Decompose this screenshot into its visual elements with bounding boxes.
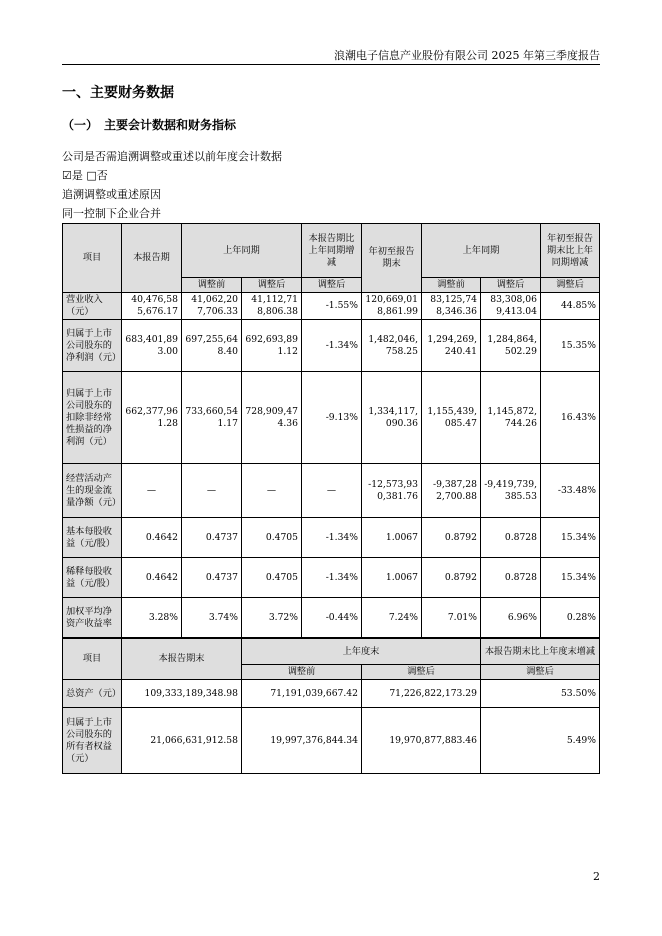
balance-sheet-table xyxy=(62,638,600,774)
header-prior-ytd: 上年同期 xyxy=(422,224,541,278)
header-ytd: 年初至报告期末 xyxy=(362,224,422,293)
table-row xyxy=(63,680,600,708)
cell: 1.0067 xyxy=(362,518,422,558)
cell: 44.85% xyxy=(541,293,600,320)
cell: -9,419,739,385.53 xyxy=(481,464,541,518)
row-label: 归属于上市公司股东的扣除非经常性损益的净利润（元） xyxy=(63,372,122,464)
cell: 1,284,864,502.29 xyxy=(481,320,541,372)
cell: 0.8728 xyxy=(481,518,541,558)
cell: 1,155,439,085.47 xyxy=(422,372,481,464)
cell: 6.96% xyxy=(481,598,541,638)
cell: 0.8728 xyxy=(481,558,541,598)
cell: — xyxy=(122,464,182,518)
header-item: 项目 xyxy=(63,639,122,680)
header-after-adjustment: 调整后 xyxy=(481,278,541,293)
header-after-adjustment: 调整后 xyxy=(541,278,600,293)
cell: 16.43% xyxy=(541,372,600,464)
financial-indicators-table xyxy=(62,223,600,638)
cell: 1,482,046,758.25 xyxy=(362,320,422,372)
cell: — xyxy=(182,464,242,518)
cell: -33.48% xyxy=(541,464,600,518)
cell: 71,191,039,667.42 xyxy=(242,680,362,708)
cell: 19,997,376,844.34 xyxy=(242,708,362,774)
cell: 109,333,189,348.98 xyxy=(122,680,242,708)
cell: 19,970,877,883.46 xyxy=(362,708,481,774)
cell: 41,112,718,806.38 xyxy=(242,293,302,320)
row-label: 归属于上市公司股东的所有者权益（元） xyxy=(63,708,122,774)
cell: 15.34% xyxy=(541,518,600,558)
cell: 71,226,822,173.29 xyxy=(362,680,481,708)
cell: 0.28% xyxy=(541,598,600,638)
report-header: 浪潮电子信息产业股份有限公司 2025 年第三季度报告 xyxy=(334,49,600,62)
header-change: 本报告期末比上年度末增减 xyxy=(481,639,600,665)
page-number: 2 xyxy=(593,870,600,883)
table-row xyxy=(63,518,600,558)
cell: 1,145,872,744.26 xyxy=(481,372,541,464)
cell: 1,334,117,090.36 xyxy=(362,372,422,464)
header-before-adjustment: 调整前 xyxy=(242,665,362,680)
header-after-adjustment: 调整后 xyxy=(362,665,481,680)
cell: -12,573,930,381.76 xyxy=(362,464,422,518)
cell: 0.4705 xyxy=(242,518,302,558)
cell: 683,401,893.00 xyxy=(122,320,182,372)
cell: 3.28% xyxy=(122,598,182,638)
cell: — xyxy=(242,464,302,518)
cell: 15.34% xyxy=(541,558,600,598)
restatement-choice: ☑是 □否 xyxy=(62,169,108,182)
cell: -1.34% xyxy=(302,558,362,598)
header-prior-year-end: 上年度末 xyxy=(242,639,481,665)
row-label: 稀释每股收益（元/股） xyxy=(63,558,122,598)
header-current-period: 本报告期 xyxy=(122,224,182,293)
cell: 41,062,207,706.33 xyxy=(182,293,242,320)
cell: 3.74% xyxy=(182,598,242,638)
cell: -1.34% xyxy=(302,320,362,372)
header-after-adjustment: 调整后 xyxy=(302,278,362,293)
cell: 21,066,631,912.58 xyxy=(122,708,242,774)
cell: 3.72% xyxy=(242,598,302,638)
cell: 83,308,069,413.04 xyxy=(481,293,541,320)
table-row xyxy=(63,598,600,638)
cell: 697,255,648.40 xyxy=(182,320,242,372)
row-label: 总资产（元） xyxy=(63,680,122,708)
header-period-end: 本报告期末 xyxy=(122,639,242,680)
restatement-reason: 同一控制下企业合并 xyxy=(62,207,161,220)
header-after-adjustment: 调整后 xyxy=(481,665,600,680)
cell: 15.35% xyxy=(541,320,600,372)
table-row xyxy=(63,558,600,598)
cell: 692,693,891.12 xyxy=(242,320,302,372)
cell: 0.4642 xyxy=(122,558,182,598)
restatement-question: 公司是否需追溯调整或重述以前年度会计数据 xyxy=(62,150,282,163)
row-label: 归属于上市公司股东的净利润（元） xyxy=(63,320,122,372)
section-title: 一、主要财务数据 xyxy=(62,85,174,101)
cell: 728,909,474.36 xyxy=(242,372,302,464)
cell: 120,669,018,861.99 xyxy=(362,293,422,320)
cell: -1.34% xyxy=(302,518,362,558)
cell: -9,387,282,700.88 xyxy=(422,464,481,518)
row-label: 基本每股收益（元/股） xyxy=(63,518,122,558)
row-label: 营业收入（元） xyxy=(63,293,122,320)
cell: 662,377,961.28 xyxy=(122,372,182,464)
cell: -0.44% xyxy=(302,598,362,638)
cell: 5.49% xyxy=(481,708,600,774)
cell: -1.55% xyxy=(302,293,362,320)
cell: 7.01% xyxy=(422,598,481,638)
cell: 53.50% xyxy=(481,680,600,708)
header-after-adjustment: 调整后 xyxy=(242,278,302,293)
cell: 0.4642 xyxy=(122,518,182,558)
restatement-reason-label: 追溯调整或重述原因 xyxy=(62,188,161,201)
cell: 83,125,748,346.36 xyxy=(422,293,481,320)
table-row xyxy=(63,372,600,464)
cell: 0.4737 xyxy=(182,518,242,558)
header-yoy-change: 本报告期比上年同期增减 xyxy=(302,224,362,278)
table-row xyxy=(63,708,600,774)
cell: 7.24% xyxy=(362,598,422,638)
subsection-title: （一） 主要会计数据和财务指标 xyxy=(62,118,237,132)
cell: 1.0067 xyxy=(362,558,422,598)
cell: 40,476,585,676.17 xyxy=(122,293,182,320)
cell: 0.4705 xyxy=(242,558,302,598)
cell: 733,660,541.17 xyxy=(182,372,242,464)
cell: -9.13% xyxy=(302,372,362,464)
row-label: 经营活动产生的现金流量净额（元） xyxy=(63,464,122,518)
cell: 0.4737 xyxy=(182,558,242,598)
row-label: 加权平均净资产收益率 xyxy=(63,598,122,638)
cell: 0.8792 xyxy=(422,518,481,558)
cell: 0.8792 xyxy=(422,558,481,598)
header-prior-period: 上年同期 xyxy=(182,224,302,278)
table-row xyxy=(63,293,600,320)
table-row xyxy=(63,464,600,518)
cell: — xyxy=(302,464,362,518)
header-before-adjustment: 调整前 xyxy=(182,278,242,293)
header-before-adjustment: 调整前 xyxy=(422,278,481,293)
table-row xyxy=(63,320,600,372)
cell: 1,294,269,240.41 xyxy=(422,320,481,372)
header-ytd-yoy-change: 年初至报告期末比上年同期增减 xyxy=(541,224,600,278)
header-divider xyxy=(62,64,600,65)
header-item: 项目 xyxy=(63,224,122,293)
